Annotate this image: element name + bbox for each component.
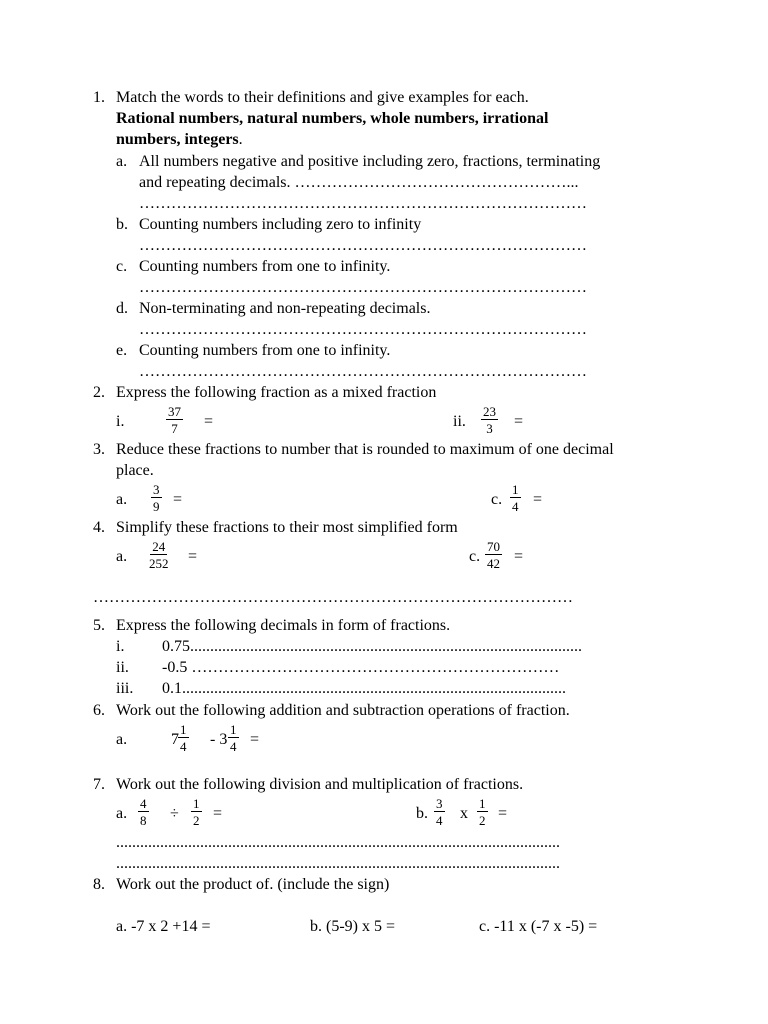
q5-prompt: Express the following decimals in form of fractions. <box>116 617 451 634</box>
q7-a-label: a. <box>116 805 128 822</box>
q4-a-numerator: 24 <box>152 539 166 554</box>
q4-answer-dots: ……………………………………………………………………………… <box>93 589 573 606</box>
q1-item-a-label: a. <box>116 153 128 170</box>
q6-equals: = <box>250 731 260 748</box>
q7-b-fraction2 <box>477 797 488 827</box>
q3-number: 3. <box>93 441 105 458</box>
q2-ii-fraction <box>481 405 498 435</box>
q7-a-numerator2: 1 <box>193 796 200 811</box>
q7-a-fraction2 <box>191 797 202 827</box>
q5-item-iii-label: iii. <box>116 680 134 697</box>
q2-ii-denominator: 3 <box>486 421 493 436</box>
q1-item-e-label: e. <box>116 342 128 359</box>
q7-b-numerator2: 1 <box>479 796 486 811</box>
q3-a-denominator: 9 <box>153 499 160 514</box>
q6-fraction1 <box>178 723 189 753</box>
q8-item-a: a. -7 x 2 +14 = <box>116 918 211 935</box>
q1-item-b-dots: ………………………………………………………………………… <box>139 237 587 254</box>
q1-item-c-label: c. <box>116 258 128 275</box>
q7-b-numerator1: 3 <box>436 796 443 811</box>
q1-terms-period: . <box>238 131 243 148</box>
q4-number: 4. <box>93 519 105 536</box>
q1-terms-line1: Rational numbers, natural numbers, whole numbers, irrational <box>116 110 549 127</box>
q1-number: 1. <box>93 89 105 106</box>
q7-a-denominator1: 8 <box>140 813 147 828</box>
q7-a-numerator1: 4 <box>140 796 147 811</box>
q3-a-label: a. <box>116 491 128 508</box>
q1-item-c-dots: ………………………………………………………………………… <box>139 279 587 296</box>
q1-prompt: Match the words to their definitions and give examples for each. <box>116 89 529 106</box>
q1-item-e-text: Counting numbers from one to infinity. <box>139 342 391 359</box>
q4-c-equals: = <box>514 548 524 565</box>
q6-numerator2: 1 <box>230 722 237 737</box>
q2-i-denominator: 7 <box>171 421 178 436</box>
q7-answer-dots-2: ............................................................................................................... <box>116 855 560 872</box>
q2-i-equals: = <box>204 413 214 430</box>
q7-b-label: b. <box>416 805 428 822</box>
q2-ii-numerator: 23 <box>483 404 496 419</box>
q2-ii-label: ii. <box>453 413 466 430</box>
q7-a-fraction1 <box>138 797 149 827</box>
q7-b-fraction1 <box>434 797 445 827</box>
q3-a-numerator: 3 <box>153 482 160 497</box>
q4-a-fraction <box>147 540 171 570</box>
q4-prompt: Simplify these fractions to their most simplified form <box>116 519 458 536</box>
q4-c-denominator: 42 <box>487 556 500 571</box>
q3-prompt-line2: place. <box>116 462 154 479</box>
q3-c-numerator: 1 <box>512 482 519 497</box>
q8-prompt: Work out the product of. (include the sign) <box>116 876 390 893</box>
q3-prompt-line1: Reduce these fractions to number that is rounded to maximum of one decimal <box>116 441 614 458</box>
q7-b-denominator1: 4 <box>436 813 443 828</box>
q7-b-denominator2: 2 <box>479 813 486 828</box>
q4-c-numerator: 70 <box>487 539 500 554</box>
q7-b-multiply: x <box>460 805 468 822</box>
q1-item-a-text: All numbers negative and positive including zero, fractions, terminating <box>139 153 601 170</box>
q3-c-label: c. <box>491 491 503 508</box>
q2-i-label: i. <box>116 413 125 430</box>
q8-number: 8. <box>93 876 105 893</box>
q7-b-equals: = <box>498 805 508 822</box>
q6-number: 6. <box>93 702 105 719</box>
q1-item-d-label: d. <box>116 300 128 317</box>
q5-item-iii-text: 0.1................................................................................................ <box>162 680 566 697</box>
q2-prompt: Express the following fraction as a mixed fraction <box>116 384 437 401</box>
q1-item-e-dots: ………………………………………………………………………… <box>139 363 587 380</box>
q7-a-divide: ÷ <box>170 805 179 822</box>
q2-i-fraction <box>166 405 183 435</box>
q2-number: 2. <box>93 384 105 401</box>
q4-a-denominator: 252 <box>149 556 169 571</box>
q7-a-denominator2: 2 <box>193 813 200 828</box>
q2-i-numerator: 37 <box>168 404 181 419</box>
q5-item-ii-text: -0.5 …………………………………………………………… <box>162 659 560 676</box>
q4-a-label: a. <box>116 548 128 565</box>
q7-prompt: Work out the following division and multiplication of fractions. <box>116 776 524 793</box>
q1-item-c-text: Counting numbers from one to infinity. <box>139 258 391 275</box>
q6-fraction2 <box>228 723 239 753</box>
q4-c-label: c. <box>469 548 481 565</box>
q4-a-equals: = <box>188 548 198 565</box>
q1-item-d-dots: ………………………………………………………………………… <box>139 321 587 338</box>
q8-item-b: b. (5-9) x 5 = <box>310 918 396 935</box>
q3-c-denominator: 4 <box>512 499 519 514</box>
q3-c-fraction <box>510 483 521 513</box>
q6-a-label: a. <box>116 731 128 748</box>
q8-item-c: c. -11 x (-7 x -5) = <box>479 918 598 935</box>
q5-item-i-label: i. <box>116 638 125 655</box>
q1-terms-bold: numbers, integers <box>116 131 239 148</box>
q1-item-a-dots: ………………………………………………………………………… <box>139 195 587 212</box>
q7-answer-dots-1: ............................................................................................................... <box>116 834 560 851</box>
q4-c-fraction <box>485 540 502 570</box>
q6-denominator2: 4 <box>230 739 237 754</box>
q6-whole1: 7 <box>171 731 179 748</box>
q6-denominator1: 4 <box>180 739 187 754</box>
q7-a-equals: = <box>213 805 223 822</box>
q3-a-fraction <box>151 483 162 513</box>
q6-numerator1: 1 <box>180 722 187 737</box>
q3-c-equals: = <box>533 491 543 508</box>
q7-number: 7. <box>93 776 105 793</box>
q6-prompt: Work out the following addition and subtraction operations of fraction. <box>116 702 570 719</box>
q1-terms-line2 <box>116 132 243 148</box>
q5-item-i-text: 0.75.................................................................................................. <box>162 638 582 655</box>
q5-number: 5. <box>93 617 105 634</box>
q1-item-d-text: Non-terminating and non-repeating decimals. <box>139 300 431 317</box>
q1-item-a-text2: and repeating decimals. ……………………………………………... <box>139 174 579 191</box>
q2-ii-equals: = <box>514 413 524 430</box>
q1-item-b-label: b. <box>116 216 128 233</box>
q6-minus-whole2: - 3 <box>210 731 228 748</box>
q1-item-b-text: Counting numbers including zero to infinity <box>139 216 422 233</box>
q5-item-ii-label: ii. <box>116 659 129 676</box>
q3-a-equals: = <box>173 491 183 508</box>
